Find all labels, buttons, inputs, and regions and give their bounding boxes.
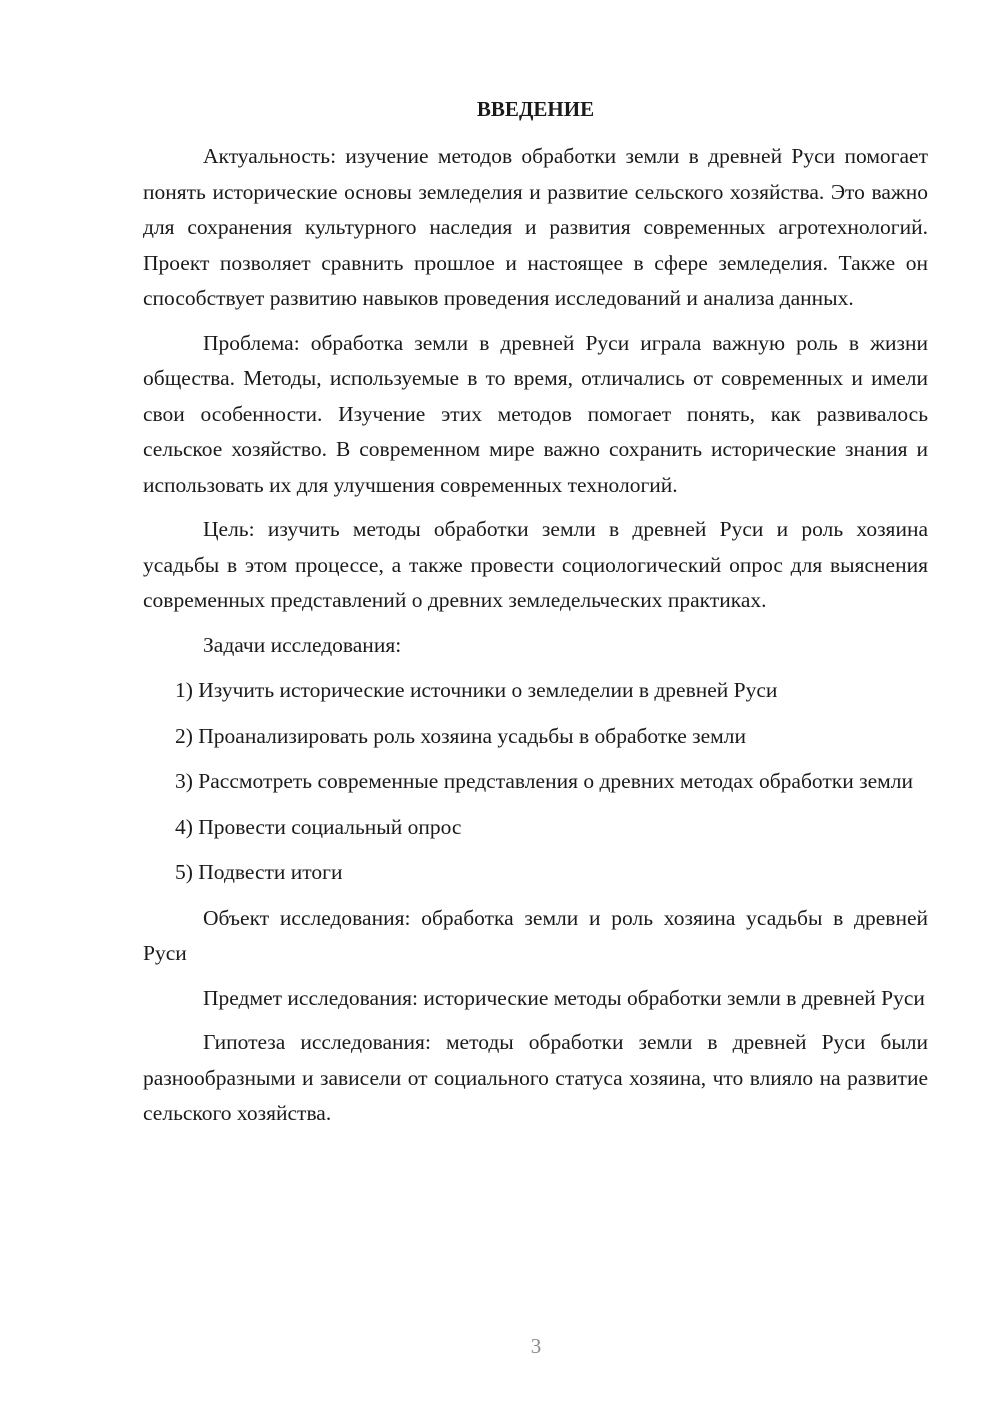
relevance-paragraph: Актуальность: изучение методов обработки земли в древней Руси помогает понять исторические основы земледелия и развитие сельского хозяйства. Это важно для сохранения культурного наследия и развития современных агротехнологий. Проект позволяет сравнить прошлое и настоящее в сфере земледелия. Также он способствует развитию навыков проведения исследований и анализа данных. [143,144,928,310]
subject-paragraph: Предмет исследования: исторические методы обработки земли в древней Руси [203,985,925,1010]
task-item: 2) Проанализировать роль хозяина усадьбы в обработке земли [175,723,746,748]
task-item: 5) Подвести итоги [175,860,343,884]
hypothesis-paragraph: Гипотеза исследования: методы обработки земли в древней Руси были разнообразными и зависели от социального статуса хозяина, что влияло на развитие сельского хозяйства. [143,1030,928,1125]
task-item: 3) Рассмотреть современные представления о древних методах обработки земли [175,769,913,793]
section-heading: ВВЕДЕНИЕ [476,97,595,121]
object-paragraph: Объект исследования: обработка земли и роль хозяина усадьбы в древней Руси [143,905,928,965]
page-number: 3 [530,1334,542,1358]
task-item: 1) Изучить исторические источники о земледелии в древней Руси [175,678,778,702]
problem-paragraph: Проблема: обработка земли в древней Руси играла важную роль в жизни общества. Методы, используемые в то время, отличались от современных и имели свои особенности. Изучение этих методов помогает понять, как развивалось сельское хозяйство. В современном мире важно сохранить исторические знания и использовать их для улучшения современных технологий. [143,330,928,497]
goal-paragraph: Цель: изучить методы обработки земли в древней Руси и роль хозяина усадьбы в этом процессе, а также провести социологический опрос для выяснения современных представлений о древних земледельческих практиках. [143,517,928,612]
task-item: 4) Провести социальный опрос [175,814,462,839]
document-page [143,92,928,1141]
tasks-title: Задачи исследования: [203,632,402,657]
tasks-list [143,673,928,891]
